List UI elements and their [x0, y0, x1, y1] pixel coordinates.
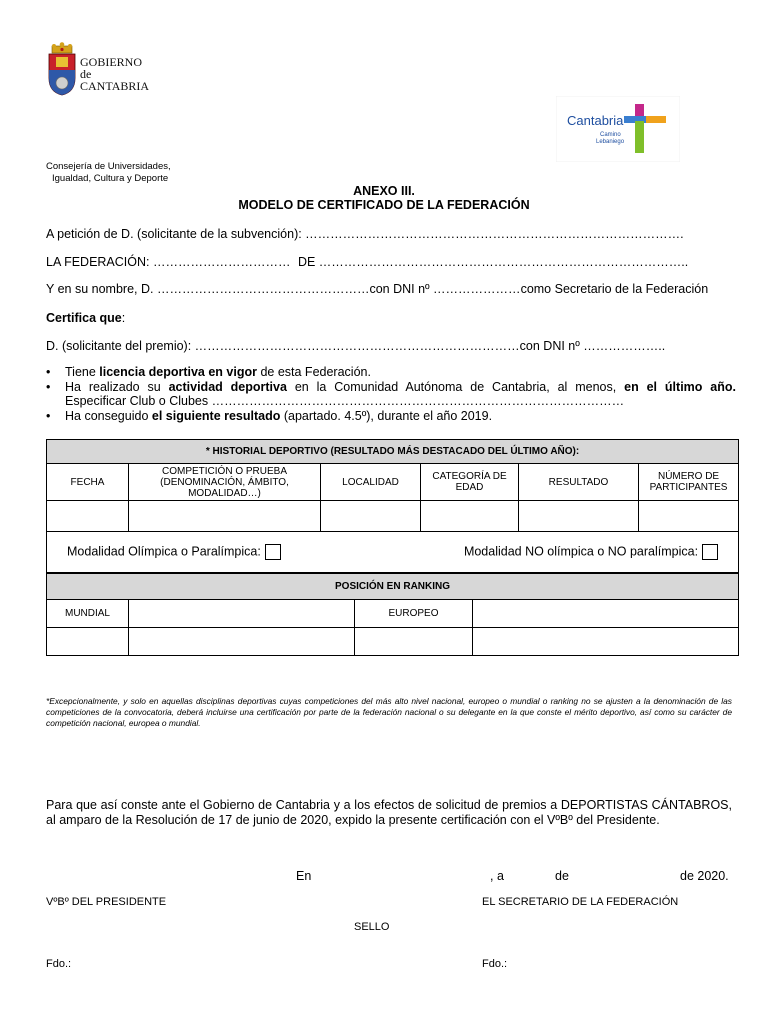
gov-line-3: CANTABRIA	[80, 79, 150, 93]
list-item: • Tiene licencia deportiva en vigor de esta Federación.	[46, 365, 736, 380]
cell-categoria[interactable]	[421, 501, 519, 532]
certifica-colon: :	[121, 311, 126, 325]
date-year: de 2020.	[680, 869, 729, 883]
federacion-de-label: DE ……………………………………………………………………………..	[297, 255, 689, 269]
requisitos-list	[46, 365, 736, 423]
presidente-label: VºBº DEL PRESIDENTE	[46, 896, 167, 908]
ranking-extra-cell-2[interactable]	[129, 628, 355, 656]
solicitante-line	[46, 339, 665, 354]
historial-table	[46, 439, 739, 573]
date-a: , a	[490, 869, 504, 883]
certifica-line	[46, 311, 125, 326]
historial-header: * HISTORIAL DEPORTIVO (RESULTADO MÁS DESTACADO DEL ÚLTIMO AÑO):	[47, 440, 739, 464]
cell-competicion[interactable]	[129, 501, 321, 532]
ranking-extra-cell-1[interactable]	[47, 628, 129, 656]
cantabria-logo-sub1: Camino	[600, 132, 621, 138]
nombre-dni-label: con DNI nº …………………	[369, 282, 521, 296]
ranking-europeo-label: EUROPEO	[355, 600, 473, 628]
nombre-label: Y en su nombre, D. ……………………………………………	[46, 282, 370, 296]
solicitante-dni-label: con DNI nº ………………..	[519, 339, 666, 353]
federacion-line	[46, 255, 688, 270]
peticion-line: A petición de D. (solicitante de la subvención): ……………………………………………………………………………….	[46, 227, 684, 241]
solicitante-label: D. (solicitante del premio): ……………………………………………………………………	[46, 339, 520, 353]
ranking-table	[46, 573, 739, 656]
cantabria-logo-sub2: Lebaniego	[596, 139, 625, 145]
modalidad-row	[47, 532, 739, 573]
cell-participantes[interactable]	[639, 501, 739, 532]
especificar-club-line: Especificar Club o Clubes ………………………………………………………………………………………	[65, 394, 625, 408]
nombre-line	[46, 282, 708, 297]
cantabria-logo-word: Cantabria	[567, 113, 624, 128]
ranking-header: POSICIÓN EN RANKING	[47, 574, 739, 600]
annex-title: ANEXO III.	[353, 184, 415, 198]
modalidad-olimpica-checkbox[interactable]	[265, 544, 281, 560]
col-competicion: COMPETICIÓN O PRUEBA (DENOMINACIÓN, ÁMBITO, MODALIDAD…)	[129, 464, 321, 501]
col-categoria: CATEGORÍA DE EDAD	[421, 464, 519, 501]
col-participantes: NÚMERO DE PARTICIPANTES	[639, 464, 739, 501]
ranking-europeo-value[interactable]	[473, 600, 739, 628]
ranking-mundial-label: MUNDIAL	[47, 600, 129, 628]
gov-line-2: de	[80, 67, 92, 81]
cell-fecha[interactable]	[47, 501, 129, 532]
date-en: En	[296, 869, 312, 883]
ranking-extra-cell-4[interactable]	[473, 628, 739, 656]
col-fecha: FECHA	[47, 464, 129, 501]
closing-paragraph: Para que así conste ante el Gobierno de Cantabria y a los efectos de solicitud de premios a DEPORTISTAS CÁNTABROS, al amparo de la Resolución de 17 de junio de 2020, expido la presente certificación con el VºBº del Presidente.	[46, 798, 732, 827]
col-resultado: RESULTADO	[519, 464, 639, 501]
fdo-secretario-label: Fdo.:	[482, 958, 508, 970]
sello-label: SELLO	[354, 921, 390, 933]
federacion-label: LA FEDERACIÓN: ……………………………	[46, 255, 291, 269]
table-row	[47, 628, 739, 656]
cell-resultado[interactable]	[519, 501, 639, 532]
ranking-extra-cell-3[interactable]	[355, 628, 473, 656]
secretario-label: EL SECRETARIO DE LA FEDERACIÓN	[482, 896, 679, 908]
consejeria-line-1: Consejería de Universidades,	[46, 161, 171, 172]
ranking-mundial-value[interactable]	[129, 600, 355, 628]
gobierno-logo-text	[80, 56, 149, 92]
footnote: *Excepcionalmente, y solo en aquellas disciplinas deportivas cuyas competiciones del más alto nivel nacional, europeo o mundial o ranking no se ajusten a la denominación de las competiciones de la convocatoria, deberá incluirse una certificación por parte de la federación nacional o su delegante en la que conste el mérito deportivo, así como su carácter de competición nacional, europea o mundial.	[46, 696, 732, 728]
model-title: MODELO DE CERTIFICADO DE LA FEDERACIÓN	[238, 198, 530, 212]
consejeria-line-2: Igualdad, Cultura y Deporte	[52, 173, 169, 184]
table-row	[47, 501, 739, 532]
col-localidad: LOCALIDAD	[321, 464, 421, 501]
certifica-label: Certifica que	[46, 311, 122, 325]
list-item: • Ha conseguido el siguiente resultado (apartado. 4.5º), durante el año 2019.	[46, 409, 736, 424]
modalidad-no-olimpica-checkbox[interactable]	[702, 544, 718, 560]
fdo-presidente-label: Fdo.:	[46, 958, 72, 970]
consejeria-label	[46, 161, 171, 185]
date-de: de	[555, 869, 569, 883]
cell-localidad[interactable]	[321, 501, 421, 532]
gov-line-1: GOBIERNO	[80, 55, 142, 69]
nombre-cargo-label: como Secretario de la Federación	[520, 282, 709, 296]
list-item: • Ha realizado su actividad deportiva en la Comunidad Autónoma de Cantabria, al menos, en el último año. Especificar Club o Clubes ………………………………………………………………………………………	[46, 380, 736, 409]
modalidad-no-olimpica-label: Modalidad NO olímpica o NO paralímpica:	[463, 544, 699, 559]
modalidad-olimpica-label: Modalidad Olímpica o Paralímpica:	[67, 544, 261, 559]
cantabria-camino-lebaniego-logo-icon	[556, 96, 680, 162]
